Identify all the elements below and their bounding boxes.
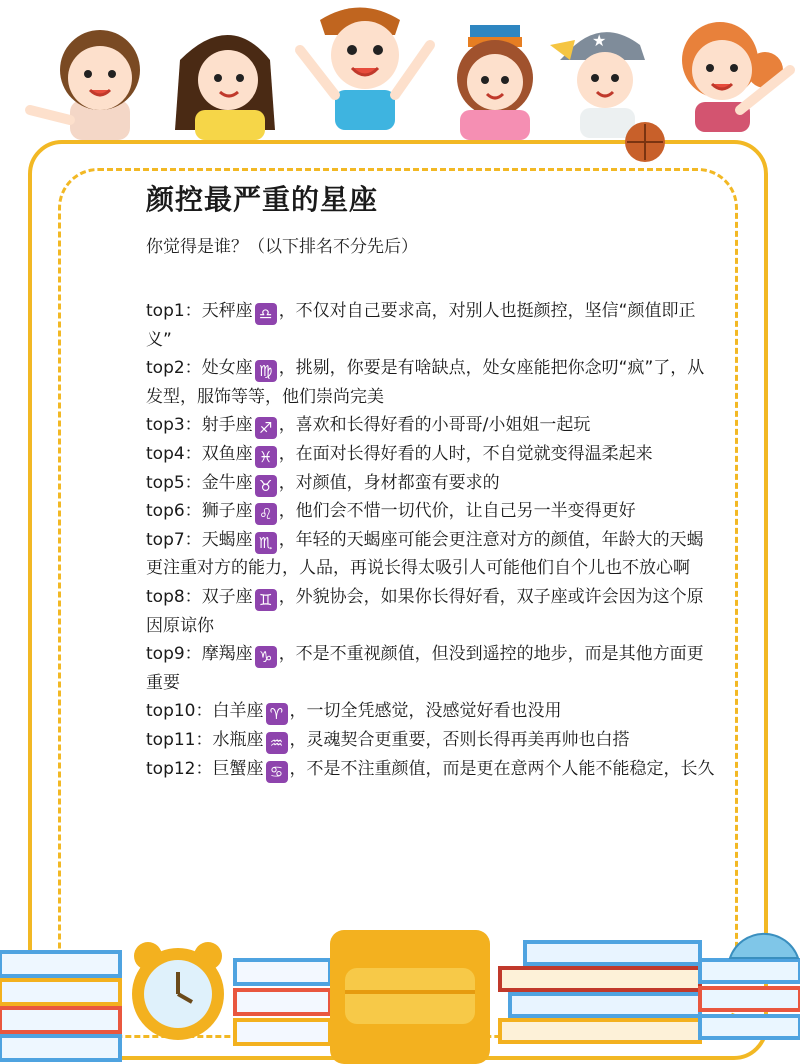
kid-4-icon [457,25,533,140]
entry-sign-name: 水瓶座 [212,729,264,750]
entry-description: ，挑剔，你要是有啥缺点，处女座能把你念叨“疯”了，从发型，服饰等等，他们崇尚完美 [146,358,705,407]
entry-sign-name: 白羊座 [212,701,264,722]
ranking-entry [146,469,716,498]
ranking-entry [146,583,716,640]
svg-text:★: ★ [592,31,607,50]
entry-description: ，年轻的天蝎座可能会更注意对方的颜值，年龄大的天蝎更注重对方的能力，人品，再说长得太吸引人可能他们自个儿也不放心啊 [146,529,704,579]
entry-description: ，不仅对自己要求高，对别人也挺颜控，坚信“颜值即正义” [146,301,696,350]
entry-sign-name: 双子座 [201,586,253,607]
entry-rank: top8： [146,586,202,607]
ranking-entry [146,440,716,469]
zodiac-sign-icon: ♋ [266,761,288,783]
entry-description: ，他们会不惜一切代价，让自己另一半变得更好 [278,501,636,522]
ranking-entry [146,755,716,784]
zodiac-sign-icon: ♈ [266,703,288,725]
ranking-entry [146,726,716,755]
entry-rank: top4： [146,443,202,464]
entry-description: ，对颜值，身材都蛮有要求的 [278,472,500,493]
entry-sign-name: 金牛座 [201,472,253,493]
ranking-entry [146,526,716,583]
ranking-entry [146,354,716,411]
zodiac-sign-icon: ♍ [255,360,277,382]
entry-sign-name: 天蝎座 [201,529,253,550]
zodiac-sign-icon: ♒ [266,732,288,754]
entry-description: ，灵魂契合更重要，否则长得再美再帅也白搭 [289,729,630,750]
bottom-decoration [0,920,800,1064]
entry-sign-name: 双鱼座 [201,443,253,464]
protractor-icon [730,934,798,958]
zodiac-sign-icon: ♎ [255,303,277,325]
ranking-entry [146,697,716,726]
kid-3-icon [300,8,430,131]
ranking-entry [146,497,716,526]
alarm-clock-icon [132,942,224,1040]
ranking-entry [146,640,716,697]
entry-rank: top1： [146,301,202,321]
entry-sign-name: 摩羯座 [201,644,253,665]
entry-description: ，不是不注重颜值，而是更在意两个人能不能稳定，长久 [289,758,715,779]
kid-6-icon [682,22,790,132]
kids-illustration [0,0,800,170]
page-title: 颜控最严重的星座 [146,183,379,216]
entry-description: ，在面对长得好看的人时，不自觉就变得温柔起来 [278,443,653,464]
entry-rank: top6： [146,501,202,522]
entry-sign-name: 巨蟹座 [212,758,264,779]
books-middle-icon [235,960,330,1044]
entry-rank: top5： [146,472,202,493]
ranking-entry [146,411,716,440]
entry-sign-name: 射手座 [201,415,253,436]
entry-rank: top11： [146,729,213,750]
entry-description: ，喜欢和长得好看的小哥哥/小姐姐一起玩 [278,415,591,436]
zodiac-sign-icon: ♓ [255,446,277,468]
zodiac-sign-icon: ♉ [255,475,277,497]
zodiac-sign-icon: ♏ [255,532,277,554]
ranking-list [146,297,716,783]
subtitle: 你觉得是谁？（以下排名不分先后） [146,237,418,257]
content-area [146,178,716,783]
kid-5-icon [550,31,665,162]
entry-rank: top7： [146,529,202,550]
backpack-icon [330,930,490,1064]
entry-rank: top12： [146,758,213,779]
entry-rank: top10： [146,701,213,722]
entry-description: ，外貌协会，如果你长得好看，双子座或许会因为这个原因原谅你 [146,586,704,636]
entry-sign-name: 处女座 [201,358,253,379]
entry-description: ，一切全凭感觉，没感觉好看也没用 [289,701,562,722]
entry-rank: top3： [146,415,202,436]
entry-rank: top2： [146,358,202,379]
zodiac-sign-icon: ♑ [255,646,277,668]
kid-1-icon [30,30,140,140]
ranking-entry [146,297,716,354]
entry-sign-name: 狮子座 [201,501,253,522]
entry-description: ，不是不重视颜值，但没到遥控的地步，而是其他方面更重要 [146,644,704,693]
entry-sign-name: 天秤座 [201,301,253,321]
entry-rank: top9： [146,644,202,665]
kid-2-icon [175,35,275,140]
books-left-icon [0,952,120,1060]
zodiac-sign-icon: ♌ [255,503,277,525]
zodiac-sign-icon: ♐ [255,417,277,439]
zodiac-sign-icon: ♊ [255,589,277,611]
